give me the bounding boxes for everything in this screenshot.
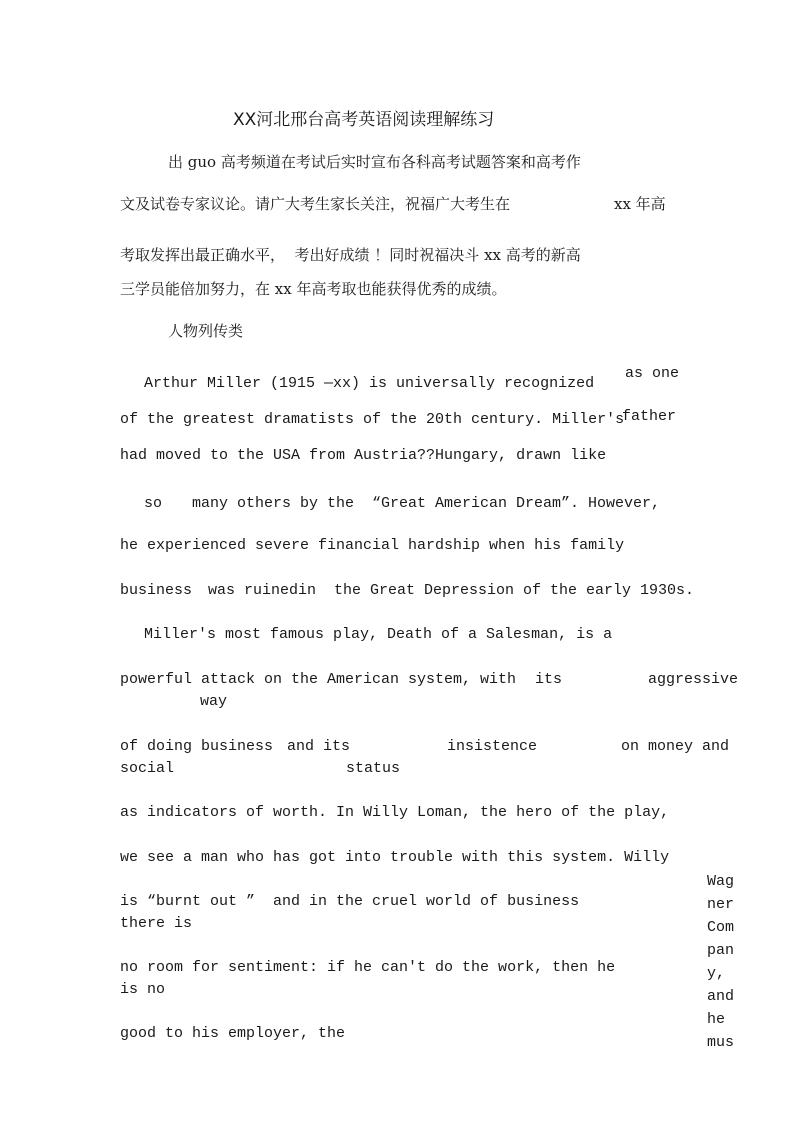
side-column-line: he <box>707 1011 726 1028</box>
passage-line-13a: no room for sentiment: if he can't do the work, then he <box>120 959 616 976</box>
passage-line-11: we see a man who has got into trouble with this system. Willy <box>120 849 670 866</box>
passage-line-4b: many others by the <box>192 495 355 512</box>
passage-line-12b: there is <box>120 915 193 932</box>
side-column-line: ner <box>707 896 735 913</box>
passage-line-1: Arthur Miller (1915 —xx) is universally recognized <box>144 375 595 392</box>
passage-line-4a: so <box>144 495 163 512</box>
passage-line-8b: with <box>480 671 517 688</box>
passage-line-6c: the Great Depression of the early 1930s. <box>334 582 695 599</box>
side-column-line: pan <box>707 942 735 959</box>
passage-line-6a: business <box>120 582 193 599</box>
passage-line-10: as indicators of worth. In Willy Loman, the hero of the play, <box>120 804 670 821</box>
passage-line-9b: and its <box>287 738 351 755</box>
passage-line-13b: is no <box>120 981 166 998</box>
passage-line-6b: was ruinedin <box>208 582 317 599</box>
passage-line-2-side: father <box>622 408 677 425</box>
passage-line-12a: is “burnt out ” and in the cruel world of business <box>120 893 580 910</box>
passage-line-9e: social <box>120 760 175 777</box>
passage-line-1-side: as one <box>625 365 680 382</box>
section-heading: 人物列传类 <box>168 322 244 340</box>
passage-line-9a: of doing business <box>120 738 274 755</box>
page-title: XX河北邢台高考英语阅读理解练习 <box>233 110 495 130</box>
side-column-line: mus <box>707 1034 735 1051</box>
passage-line-8c: its <box>535 671 563 688</box>
intro-line-3: 考取发挥出最正确水平， 考出好成绩 ！同时祝福决斗 xx 高考的新高 <box>120 246 581 264</box>
intro-line-2-tail: xx 年高 <box>614 195 666 213</box>
intro-line-4: 三学员能倍加努力，在 xx 年高考取也能获得优秀的成绩。 <box>120 280 507 298</box>
passage-line-9d: on money and <box>621 738 730 755</box>
side-column-line: Wag <box>707 873 735 890</box>
side-column-line: and <box>707 988 735 1005</box>
side-column-line: y, <box>707 965 726 982</box>
intro-line-2: 文及试卷专家议论。请广大考生家长关注，祝福广大考生在 <box>120 195 511 213</box>
passage-line-3: had moved to the USA from Austria??Hungary, drawn like <box>120 447 607 464</box>
side-column-line: Com <box>707 919 735 936</box>
passage-line-5: he experienced severe financial hardship when his family <box>120 537 625 554</box>
side-column <box>707 870 734 1054</box>
passage-line-14: good to his employer, the <box>120 1025 346 1042</box>
passage-line-4c: “Great American Dream”. However, <box>372 495 661 512</box>
passage-line-9f: status <box>346 760 401 777</box>
intro-line-1: 出 guo 高考频道在考试后实时宣布各科高考试题答案和高考作 <box>168 153 581 171</box>
passage-line-8e: way <box>200 693 228 710</box>
passage-line-7: Miller's most famous play, Death of a Salesman, is a <box>144 626 613 643</box>
passage-line-2: of the greatest dramatists of the 20th century. Miller's <box>120 411 625 428</box>
passage-line-8a: powerful attack on the American system, <box>120 671 472 688</box>
passage-line-8d: aggressive <box>648 671 739 688</box>
passage-line-9c: insistence <box>447 738 538 755</box>
